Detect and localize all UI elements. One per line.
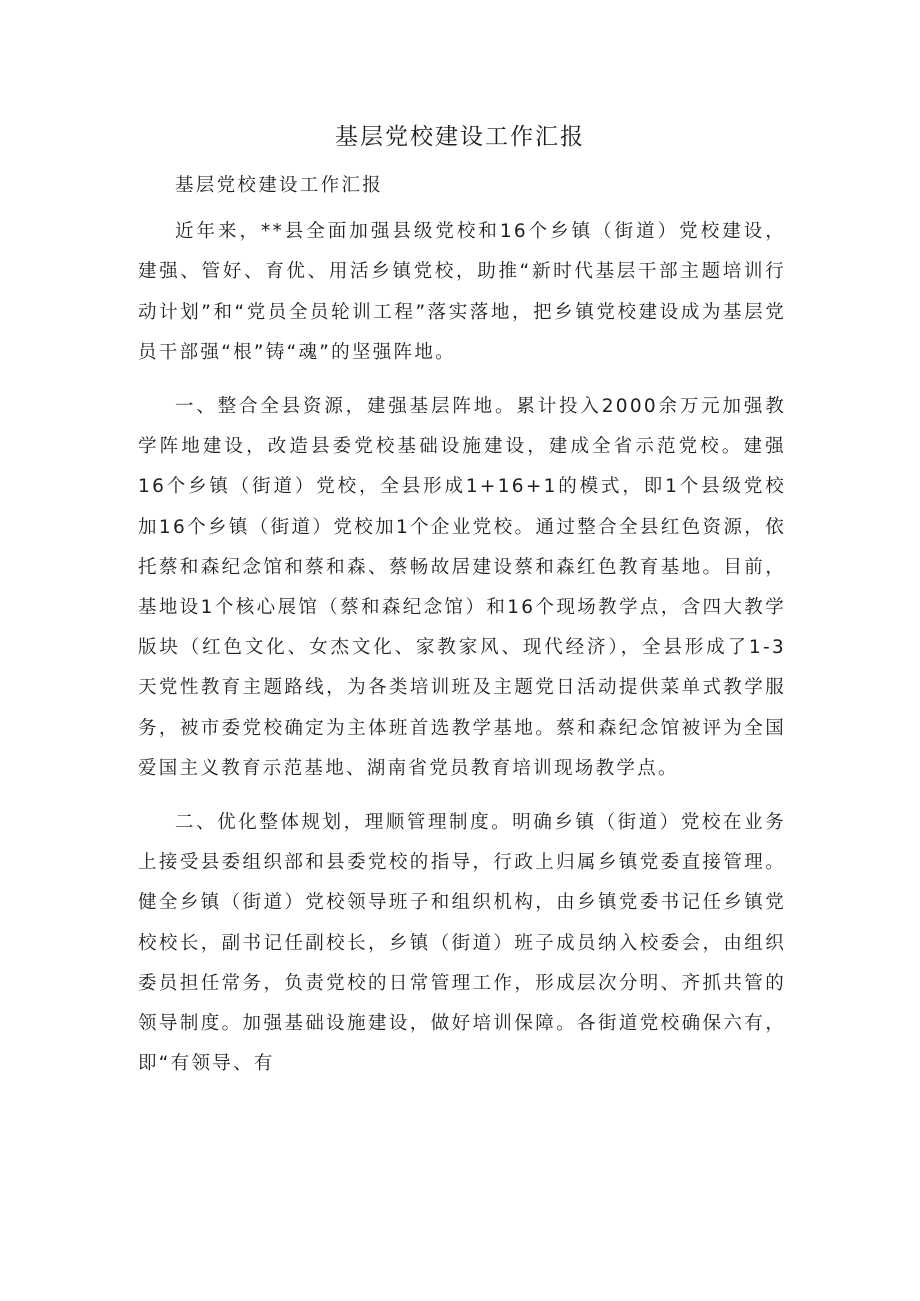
- intro-paragraph: 近年来，**县全面加强县级党校和16个乡镇（街道）党校建设，建强、管好、育优、用活乡镇党校，助推“新时代基层干部主题培训行动计划”和“党员全员轮训工程”落实落地，把乡镇党校建设成为基层党员干部强“根”铸“魂”的坚强阵地。: [138, 221, 786, 363]
- section-two-paragraph: 二、优化整体规划，理顺管理制度。明确乡镇（街道）党校在业务上接受县委组织部和县委党校的指导，行政上归属乡镇党委直接管理。健全乡镇（街道）党校领导班子和组织机构，由乡镇党委书记任乡镇党校校长，副书记任副校长，乡镇（街道）班子成员纳入校委会，由组织委员担任常务，负责党校的日常管理工作，形成层次分明、齐抓共管的领导制度。加强基础设施建设，做好培训保障。各街道党校确保六有，即“有领导、有: [138, 812, 786, 1075]
- document-title: 基层党校建设工作汇报: [335, 124, 585, 150]
- document-body: [138, 166, 786, 1098]
- subtitle-paragraph: 基层党校建设工作汇报: [175, 175, 384, 196]
- section-one-paragraph: 一、整合全县资源，建强基层阵地。累计投入2000余万元加强教学阵地建设，改造县委党校基础设施建设，建成全省示范党校。建强16个乡镇（街道）党校，全县形成1+16+1的模式，即1个县级党校加16个乡镇（街道）党校加1个企业党校。通过整合全县红色资源，依托蔡和森纪念馆和蔡和森、蔡畅故居建设蔡和森红色教育基地。目前，基地设1个核心展馆（蔡和森纪念馆）和16个现场教学点，含四大教学版块（红色文化、女杰文化、家教家风、现代经济），全县形成了1-3天党性教育主题路线，为各类培训班及主题党日活动提供菜单式教学服务，被市委党校确定为主体班首选教学基地。蔡和森纪念馆被评为全国爱国主义教育示范基地、湖南省党员教育培训现场教学点。: [138, 396, 786, 779]
